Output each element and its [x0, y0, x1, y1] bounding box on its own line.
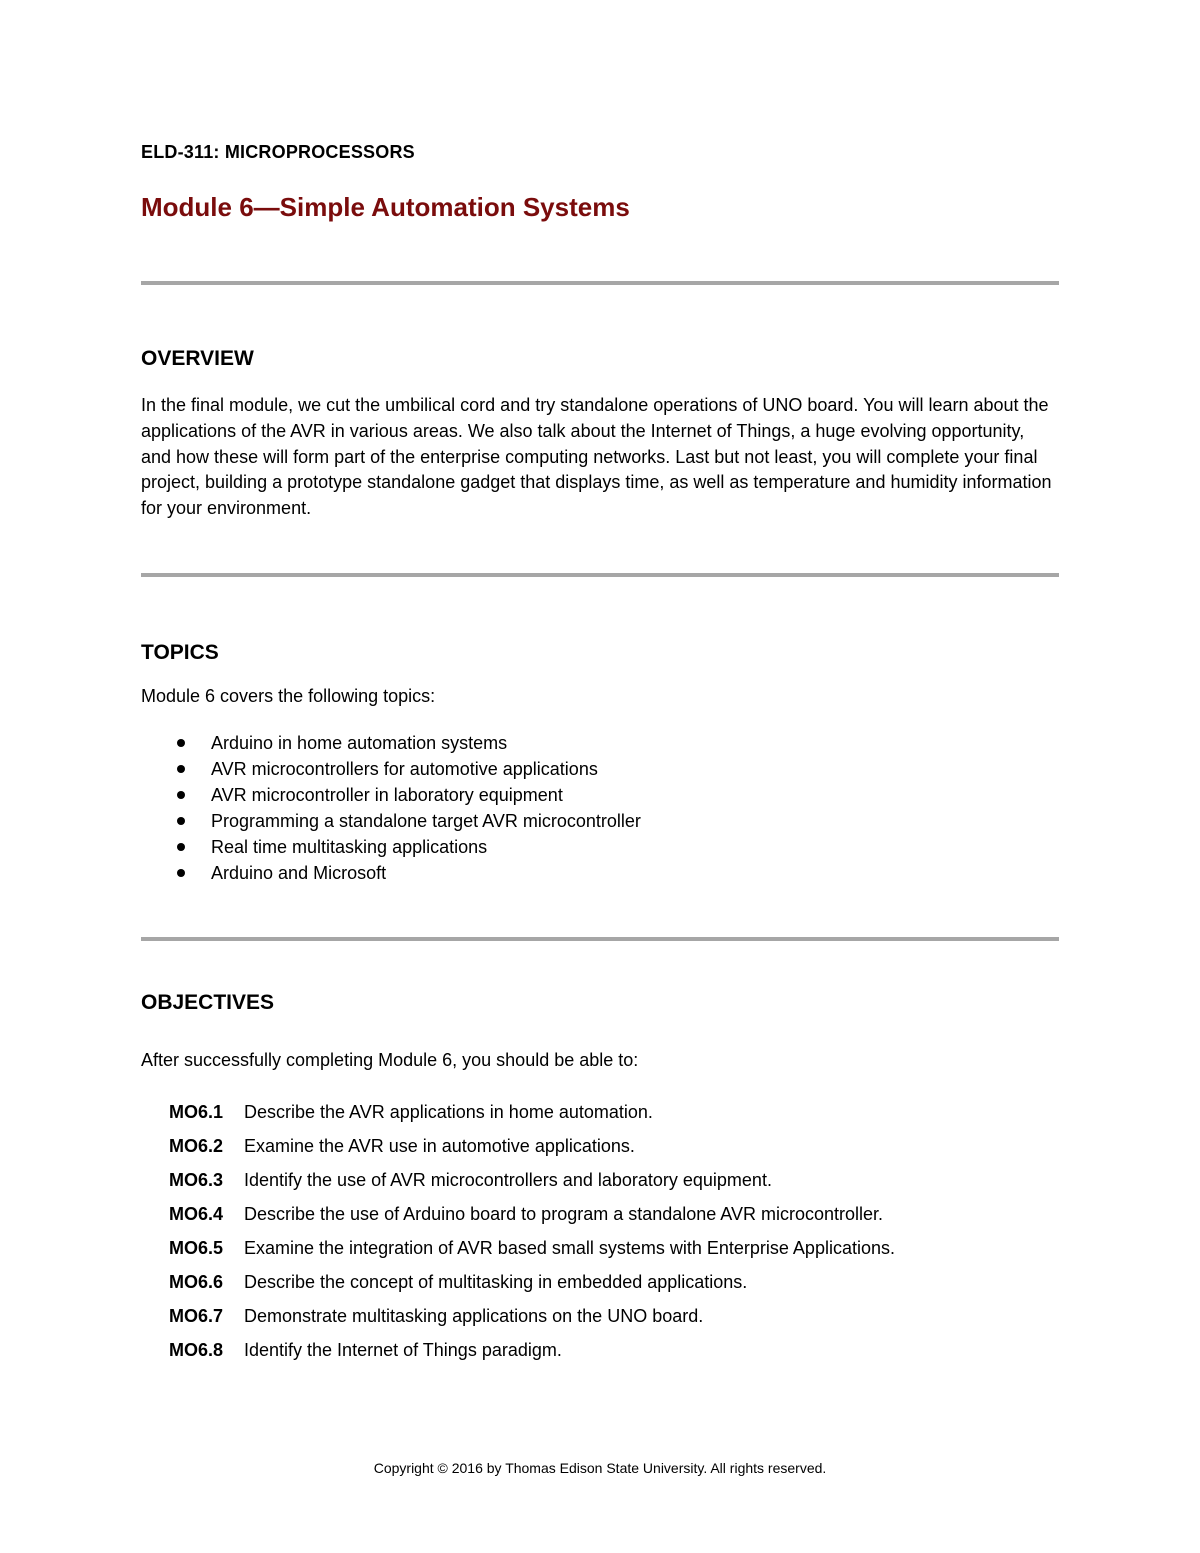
objective-text: Describe the use of Arduino board to program a standalone AVR microcontroller.	[244, 1204, 884, 1224]
objective-text: Describe the AVR applications in home automation.	[244, 1102, 653, 1122]
bullet-icon	[177, 739, 185, 747]
bullet-icon	[177, 765, 185, 773]
objective-code: MO6.8	[169, 1340, 224, 1360]
topic-item	[141, 808, 641, 834]
section-divider	[141, 573, 1059, 577]
course-code: ELD-311: MICROPROCESSORS	[141, 142, 415, 162]
topic-text: Programming a standalone target AVR microcontroller	[211, 811, 641, 831]
topic-item	[141, 860, 641, 886]
objective-item	[169, 1234, 895, 1268]
objective-text: Identify the Internet of Things paradigm.	[244, 1340, 562, 1360]
objective-code: MO6.1	[169, 1102, 224, 1122]
overview-paragraph: In the final module, we cut the umbilical cord and try standalone operations of UNO board. You will learn about the applications of the AVR in various areas. We also talk about the Internet of Things, a huge evolving opportunity, and how these will form part of the enterprise computing networks. Last but not least, you will complete your final project, building a prototype standalone gadget that displays time, as well as temperature and humidity information for your environment.	[141, 395, 1052, 519]
objective-text: Demonstrate multitasking applications on the UNO board.	[244, 1306, 704, 1326]
objective-code: MO6.6	[169, 1272, 224, 1292]
overview-heading: OVERVIEW	[141, 347, 254, 370]
topic-text: Arduino in home automation systems	[211, 733, 508, 753]
bullet-icon	[177, 869, 185, 877]
objective-item	[169, 1200, 895, 1234]
topic-item	[141, 834, 641, 860]
objective-code: MO6.2	[169, 1136, 224, 1156]
objective-text: Examine the AVR use in automotive applications.	[244, 1136, 635, 1156]
objectives-list	[169, 1098, 895, 1370]
bullet-icon	[177, 817, 185, 825]
topic-text: AVR microcontrollers for automotive applications	[211, 759, 598, 779]
objective-code: MO6.3	[169, 1170, 224, 1190]
objective-code: MO6.7	[169, 1306, 224, 1326]
topics-list	[141, 730, 641, 886]
copyright-footer: Copyright © 2016 by Thomas Edison State University. All rights reserved.	[373, 1460, 827, 1476]
objective-text: Examine the integration of AVR based small systems with Enterprise Applications.	[244, 1238, 895, 1258]
objectives-heading: OBJECTIVES	[141, 991, 275, 1014]
topic-item	[141, 782, 641, 808]
objective-item	[169, 1132, 895, 1166]
module-title: Module 6—Simple Automation Systems	[141, 192, 630, 222]
topics-heading: TOPICS	[141, 641, 219, 664]
objective-item	[169, 1166, 895, 1200]
topic-text: Real time multitasking applications	[211, 837, 488, 857]
topic-text: Arduino and Microsoft	[211, 863, 387, 883]
bullet-icon	[177, 791, 185, 799]
objective-item	[169, 1098, 895, 1132]
section-divider	[141, 281, 1059, 285]
objective-item	[169, 1268, 895, 1302]
section-divider	[141, 937, 1059, 941]
topics-intro: Module 6 covers the following topics:	[141, 686, 436, 706]
bullet-icon	[177, 843, 185, 851]
objective-item	[169, 1336, 895, 1370]
topic-text: AVR microcontroller in laboratory equipment	[211, 785, 563, 805]
topic-item	[141, 756, 641, 782]
topic-item	[141, 730, 641, 756]
objective-text: Describe the concept of multitasking in embedded applications.	[244, 1272, 748, 1292]
objectives-intro: After successfully completing Module 6, you should be able to:	[141, 1050, 639, 1070]
objective-text: Identify the use of AVR microcontrollers and laboratory equipment.	[244, 1170, 772, 1190]
objective-code: MO6.5	[169, 1238, 224, 1258]
objective-code: MO6.4	[169, 1204, 224, 1224]
objective-item	[169, 1302, 895, 1336]
document-page	[141, 0, 1059, 1553]
